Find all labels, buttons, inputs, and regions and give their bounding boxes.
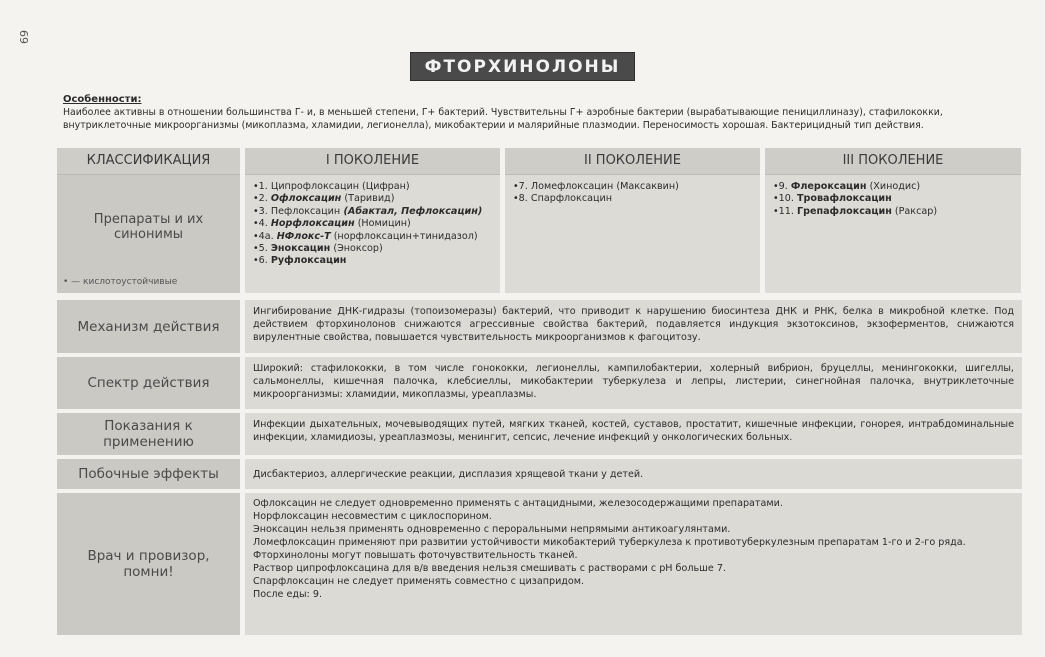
acid-resistant-legend: • — кислотоустойчивые [63,277,178,287]
drug-number: •4. [253,218,271,230]
drug-number: •4а. [253,230,277,242]
drug-name: Тровафлоксацин [796,193,892,205]
drug-name: Флероксацин [790,181,867,192]
drug-synonyms: (Цифран) [358,181,410,192]
drug-item [773,193,1013,205]
drug-number: •6. [253,255,271,267]
features-block [63,93,1023,132]
drug-name: Ципрофлоксацин [270,181,359,192]
drug-item [253,206,492,218]
drug-item [253,193,492,205]
drugs-row-label-cell [57,175,240,293]
remember-label: Врач и провизор, помни! [57,493,240,635]
spectrum-row [57,357,1022,409]
remember-text [245,493,1022,635]
remember-line: Фторхинолоны могут повышать фоточувствительность тканей. [253,550,578,561]
drug-synonyms: (Раксар) [891,205,938,217]
remember-line: После еды: 9. [253,589,322,600]
drug-item [253,231,492,243]
side-effects-text: Дисбактериоз, аллергические реакции, дисплазия хрящевой ткани у детей. [245,459,1022,489]
info-rows [57,300,1022,639]
drug-synonyms: (норфлоксацин+тинидазол) [330,230,478,242]
spectrum-text: Широкий: стафилококки, в том числе гонококки, легионеллы, кампилобактерии, холерный вибрион, бруцеллы, менингококки, шигеллы, сальмонеллы, кишечная палочка, клебсиеллы, микобактерии туберкулеза и лепры, листерии, синегнойная палочка, внутриклеточные микроорганизмы: хламидии, микоплазмы, уреаплазмы. [245,357,1022,409]
drug-number: •9. [773,181,791,192]
side-effects-row [57,459,1022,489]
drug-name: Пефлоксацин [270,205,341,217]
drug-number: •2. [253,193,271,205]
drug-item [253,218,492,230]
drug-number: •11. [773,205,797,217]
remember-line: Офлоксацин не следует одновременно применять с антацидными, железосодержащими препаратами. [253,498,783,509]
drug-item [253,255,492,267]
classification-table [57,148,1022,293]
drug-number: •5. [253,243,271,255]
features-heading: Особенности: [63,94,142,105]
remember-line: Раствор ципрофлоксацина для в/в введения нельзя смешивать с растворами с pH больше 7. [253,563,726,574]
drug-number: •1. [253,181,271,192]
indications-text: Инфекции дыхательных, мочевыводящих путей, мягких тканей, костей, суставов, простатит, кишечные инфекции, гонорея, интрабдоминальные инфекции, хламидиозы, уреаплазмозы, менингит, сепсис, лечение инфекций у онкологических больных. [245,413,1022,455]
indications-label: Показания к применению [57,413,240,455]
header-gen3: III ПОКОЛЕНИЕ [765,148,1021,175]
drug-name: Грепафлоксацин [796,205,892,217]
drug-name: Норфлоксацин [270,218,355,230]
remember-line: Норфлоксацин несовместим с циклоспорином. [253,511,492,522]
drug-item [513,181,752,193]
drug-item [253,181,492,193]
mechanism-text: Ингибирование ДНК-гидразы (топоизомеразы) бактерий, что приводит к нарушению биосинтеза ДНК и РНК, белка в микробной клетке. Под действием фторхинолонов снижаются агрессивные свойства бактерий, подавляется индукция экзотоксинов, экзоферментов, снижаются вирулентные свойства, повышается чувствительность микроорганизмов к фагоцитозу. [245,300,1022,353]
drug-synonyms: (Эноксор) [330,243,383,255]
header-classification: КЛАССИФИКАЦИЯ [57,148,240,175]
drug-number: •8. [513,193,531,205]
drug-number: •7. [513,181,531,192]
page-number: 69 [17,30,30,44]
drugs-gen2-cell [505,175,760,293]
indications-row [57,413,1022,455]
remember-line: Ломефлоксацин применяют при развитии устойчивости микобактерий туберкулеза к противотуберкулезным препаратам 1-го и 2-го ряда. [253,537,966,548]
drug-name: Ломефлоксацин [530,181,614,192]
drug-item [253,243,492,255]
drug-synonyms: (Максаквин) [613,181,679,192]
drug-item [773,206,1013,218]
remember-line: Эноксацин нельзя применять одновременно с пероральными непрямыми антикоагулянтами. [253,524,731,535]
drug-name: Спарфлоксацин [530,193,613,205]
spectrum-label: Спектр действия [57,357,240,409]
drugs-row-label: Препараты и их синонимы [93,212,204,242]
drugs-gen1-cell [245,175,500,293]
drugs-gen3-cell [765,175,1021,293]
drug-name: Эноксацин [270,243,331,255]
features-line-1: Наиболее активны в отношении большинства Г- и, в меньшей степени, Г+ бактерий. Чувствительны Г+ аэробные бактерии (вырабатывающие пенициллиназу), стафилококки, [63,107,943,118]
page-title: ФТОРХИНОЛОНЫ [410,52,636,81]
drug-synonyms: (Таривид) [341,193,395,205]
drug-synonyms: (Номицин) [354,218,411,230]
header-gen2: II ПОКОЛЕНИЕ [505,148,760,175]
mechanism-label: Механизм действия [57,300,240,353]
remember-line: Спарфлоксацин не следует применять совместно с цизапридом. [253,576,585,587]
header-gen1: I ПОКОЛЕНИЕ [245,148,500,175]
mechanism-row [57,300,1022,353]
remember-row [57,493,1022,635]
drug-name: Руфлоксацин [270,255,347,267]
features-line-2: внутриклеточные микроорганизмы (микоплазма, хламидии, легионелла), микобактерии и малярийные плазмодии. Переносимость хорошая. Бактерицидный тип действия. [63,120,924,131]
drug-item [513,193,752,205]
drug-number: •10. [773,193,797,205]
side-effects-label: Побочные эффекты [57,459,240,489]
drug-item [773,181,1013,193]
drug-name: НФлокс-Т [276,230,331,242]
drug-synonyms: (Абактал, Пефлоксацин) [340,205,483,217]
drug-synonyms: (Хинодис) [866,181,921,192]
drug-name: Офлоксацин [270,193,342,205]
drug-number: •3. [253,205,271,217]
